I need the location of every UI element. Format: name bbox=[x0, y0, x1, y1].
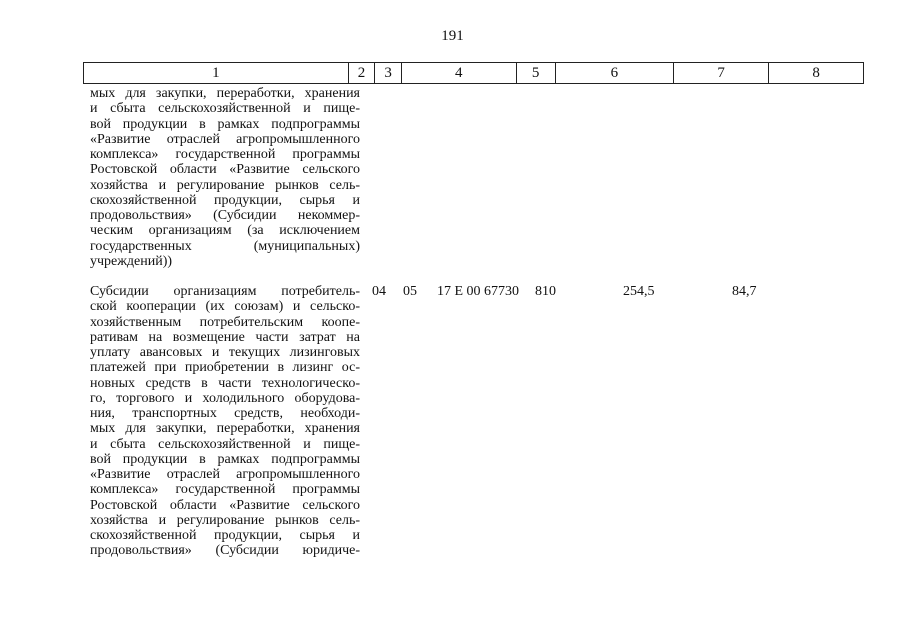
text-line: хозяйства и регулирование рынков сель- bbox=[90, 512, 360, 528]
row-2-values bbox=[0, 284, 905, 302]
text-line: государственных (муниципальных) bbox=[90, 238, 360, 254]
header-col-5: 5 bbox=[517, 63, 556, 83]
table-header-row bbox=[83, 62, 864, 84]
text-line: учреждений)) bbox=[90, 253, 173, 269]
text-line: ческим организациям (за исключением bbox=[90, 223, 360, 239]
row-1-description bbox=[90, 86, 360, 269]
text-line: новных средств в части технологическо- bbox=[90, 375, 360, 391]
text-line: хозяйственным потребительским коопе- bbox=[90, 314, 360, 330]
text-line: уплату авансовых и текущих лизинговых bbox=[90, 345, 360, 360]
text-line: Ростовской области «Развитие сельского bbox=[90, 162, 360, 178]
amount-col-7: 84,7 bbox=[732, 284, 757, 299]
text-line: комплекса» государственной программы bbox=[90, 482, 360, 498]
header-col-7: 7 bbox=[674, 63, 769, 83]
header-col-4: 4 bbox=[402, 63, 517, 83]
text-line: вой продукции в рамках подпрограммы bbox=[90, 116, 360, 132]
text-line: мых для закупки, переработки, хранения bbox=[90, 86, 360, 101]
text-line: Субсидии организациям потребитель- bbox=[90, 284, 360, 299]
row-2-description bbox=[90, 284, 360, 559]
text-line: вой продукции в рамках подпрограммы bbox=[90, 451, 360, 467]
text-line: продовольствия» (Субсидии юридиче- bbox=[90, 543, 360, 559]
text-line: хозяйства и регулирование рынков сель- bbox=[90, 177, 360, 193]
header-col-3: 3 bbox=[375, 63, 402, 83]
text-line: и сбыта сельскохозяйственной и пище- bbox=[90, 436, 360, 452]
text-line: и сбыта сельскохозяйственной и пище- bbox=[90, 101, 360, 117]
expense-type-code: 810 bbox=[535, 284, 556, 299]
text-line: скохозяйственной продукции, сырья и bbox=[90, 192, 360, 208]
text-line: «Развитие отраслей агропромышленного bbox=[90, 131, 360, 147]
text-line: го, торгового и холодильного оборудова- bbox=[90, 390, 360, 406]
text-line: ния, транспортных средств, необходи- bbox=[90, 406, 360, 421]
header-col-8: 8 bbox=[812, 65, 820, 81]
header-col-2: 2 bbox=[349, 63, 376, 83]
section-code: 04 bbox=[372, 284, 386, 299]
text-line: продовольствия» (Субсидии некоммер- bbox=[90, 208, 360, 223]
amount-col-6: 254,5 bbox=[623, 284, 655, 299]
header-col-6: 6 bbox=[556, 63, 675, 83]
target-article-code: 17 Е 00 67730 bbox=[437, 284, 520, 299]
text-line: комплекса» государственной программы bbox=[90, 147, 360, 162]
text-line: «Развитие отраслей агропромышленного bbox=[90, 467, 360, 482]
text-line: мых для закупки, переработки, хранения bbox=[90, 421, 360, 437]
subsection-code: 05 bbox=[403, 284, 417, 299]
text-line: скохозяйственной продукции, сырья и bbox=[90, 528, 360, 543]
text-line: платежей при приобретении в лизинг ос- bbox=[90, 360, 360, 376]
text-line: ративам на возмещение части затрат на bbox=[90, 329, 360, 345]
text-line: Ростовской области «Развитие сельского bbox=[90, 497, 360, 513]
page-number: 191 bbox=[441, 28, 464, 44]
header-col-1: 1 bbox=[84, 63, 349, 83]
text-line: ской кооперации (их союзам) и сельско- bbox=[90, 299, 360, 315]
